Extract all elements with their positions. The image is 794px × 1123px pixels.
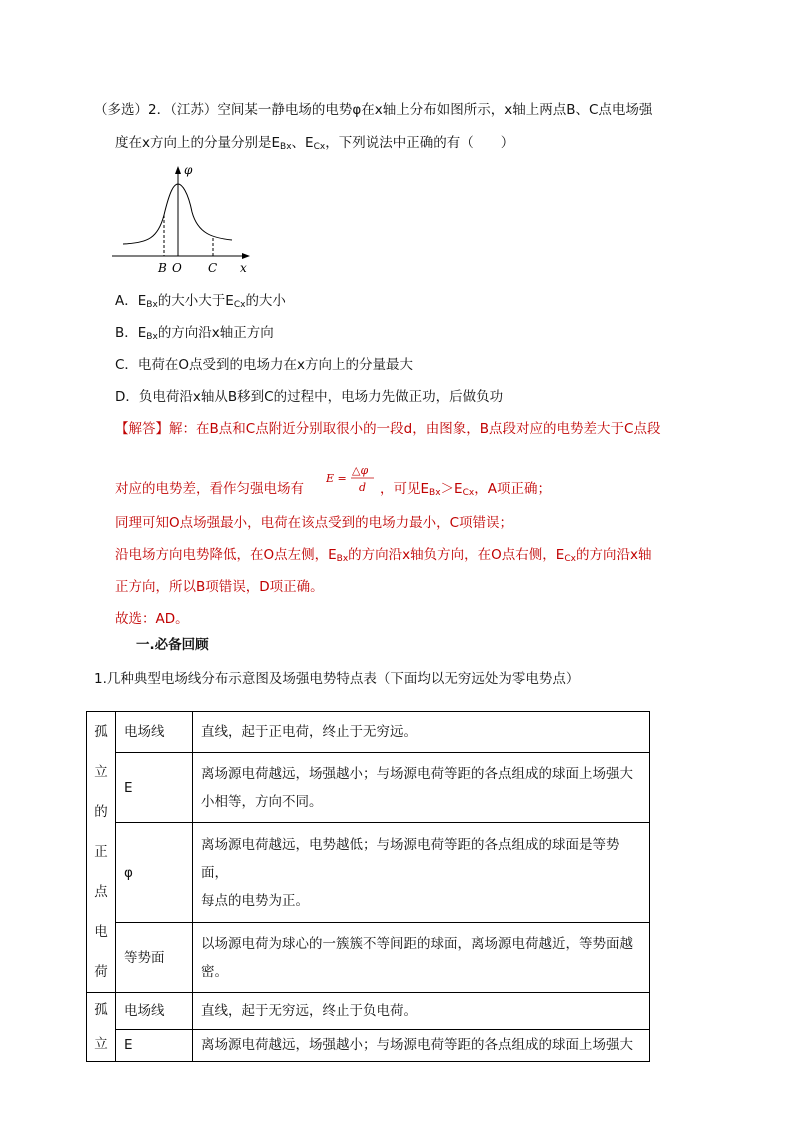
formula-svg	[326, 462, 378, 496]
table-row	[87, 712, 650, 753]
answer-line-2-pre: 对应的电势差，看作匀强电场有	[115, 481, 304, 497]
group1-label-cell: 孤 立 的 正 点 电 荷	[87, 712, 116, 993]
section-heading: 一.必备回顾	[136, 637, 209, 653]
kind-cell: 等势面	[116, 923, 193, 993]
answer-line-2-post: ，可见$E_{Bx}>E_{Cx}$，A项正确；	[380, 481, 551, 498]
table-row	[87, 1029, 650, 1061]
desc-cell: 直线，起于无穷远，终止于负电荷。	[193, 993, 650, 1030]
answer-line-5: 正方向，所以B项错误，D项正确。	[115, 579, 324, 595]
tick-label-b: B	[158, 261, 167, 275]
option-c: C．电荷在O点受到的电场力在x方向上的分量最大	[115, 357, 414, 373]
x-axis-arrow	[242, 253, 250, 259]
y-axis-label: φ	[184, 163, 193, 177]
field-characteristics-table	[86, 711, 650, 1062]
kind-cell: 电场线	[116, 712, 193, 753]
desc-cell: 以场源电荷为球心的一簇簇不等间距的球面，离场源电荷越近，等势面越 密。	[193, 923, 650, 993]
x-axis-label: x	[240, 261, 247, 275]
potential-graph	[108, 160, 258, 278]
field-formula	[326, 462, 378, 496]
kind-cell: 电场线	[116, 993, 193, 1030]
option-a: A．$E_{Bx}$的大小大于$E_{Cx}$的大小	[115, 293, 286, 310]
kind-cell: φ	[116, 822, 193, 922]
answer-line-6: 故选：AD。	[115, 611, 189, 627]
question-line-1: （多选）2．（江苏）空间某一静电场的电势φ在x轴上分布如图所示，x轴上两点B、C点电场强	[94, 102, 653, 118]
group2-label-cell: 孤 立	[87, 993, 116, 1062]
answer-tag: 【解答】	[115, 421, 169, 437]
kind-cell: E	[116, 1029, 193, 1061]
table-row	[87, 923, 650, 993]
formula-denominator: d	[359, 481, 367, 494]
question-line-2: 度在x方向上的分量分别是$E_{Bx}$、$E_{Cx}$，下列说法中正确的有（ ）	[115, 135, 515, 152]
desc-cell: 离场源电荷越远，电势越低；与场源电荷等距的各点组成的球面是等势面， 每点的电势为正。	[193, 822, 650, 922]
kind-cell: E	[116, 753, 193, 823]
section-intro: 1.几种典型电场线分布示意图及场强电势特点表（下面均以无穷远处为零电势点）	[94, 671, 580, 687]
potential-graph-svg	[108, 160, 258, 278]
option-d: D．负电荷沿x轴从B移到C的过程中，电场力先做正功，后做负功	[115, 389, 504, 405]
table-row	[87, 993, 650, 1030]
option-b: B．$E_{Bx}$的方向沿x轴正方向	[115, 325, 274, 342]
table-row	[87, 822, 650, 922]
desc-cell: 直线，起于正电荷，终止于无穷远。	[193, 712, 650, 753]
tick-label-o: O	[172, 261, 182, 275]
desc-cell: 离场源电荷越远，场强越小；与场源电荷等距的各点组成的球面上场强大 小相等，方向不同。	[193, 753, 650, 823]
formula-numerator: △φ	[352, 464, 369, 477]
desc-cell: 离场源电荷越远，场强越小；与场源电荷等距的各点组成的球面上场强大	[193, 1029, 650, 1061]
tick-label-c: C	[208, 261, 218, 275]
answer-line-3: 同理可知O点场强最小，电荷在该点受到的电场力最小，C项错误；	[115, 515, 514, 531]
y-axis-arrow	[175, 166, 181, 174]
formula-lhs: E =	[326, 472, 347, 485]
answer-line-4: 沿电场方向电势降低，在O点左侧，$E_{Bx}$的方向沿x轴负方向，在O点右侧，$E_{Cx}$的方向沿x轴	[115, 547, 652, 564]
answer-line-1: 【解答】解：在B点和C点附近分别取很小的一段d，由图象，B点段对应的电势差大于C点段	[115, 421, 661, 437]
table-row	[87, 753, 650, 823]
